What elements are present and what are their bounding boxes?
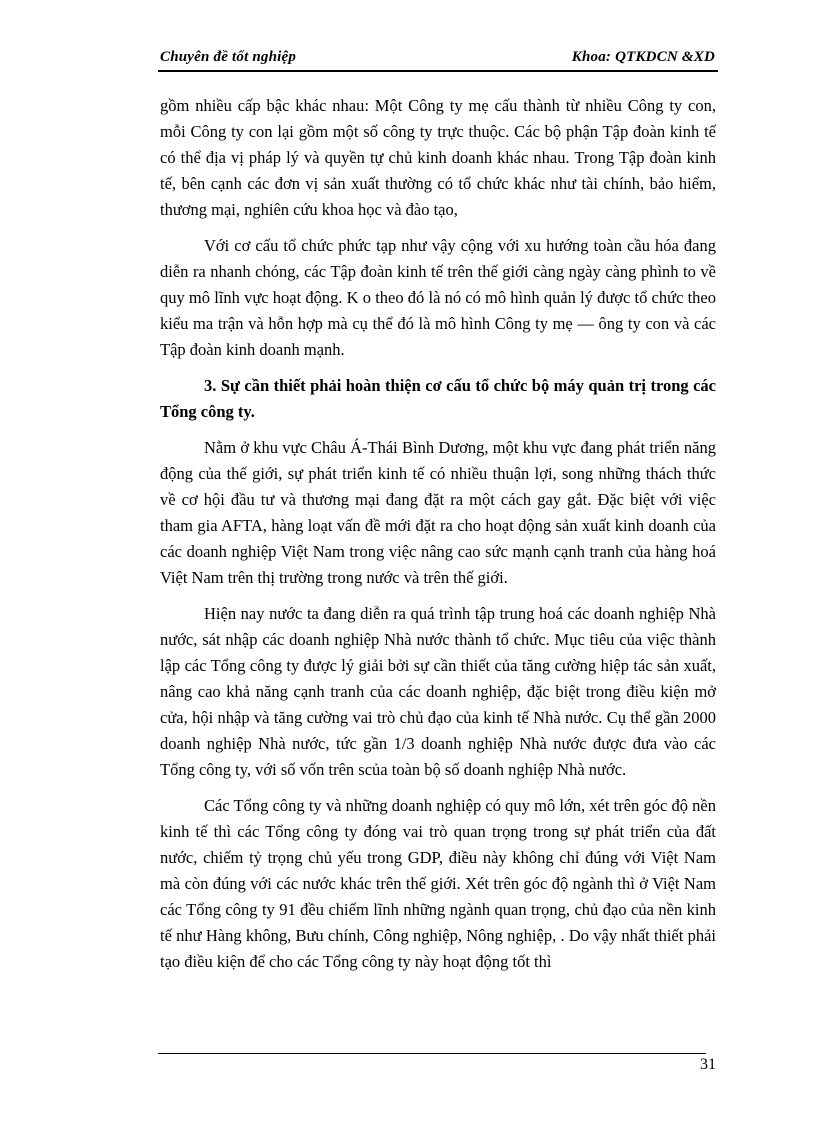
paragraph: Với cơ cấu tổ chức phức tạp như vậy cộng với xu hướng toàn cầu hóa đang diễn ra nhanh chóng, các Tập đoàn kinh tế trên thế giới càng ngày càng phình to về quy mô lĩnh vực hoạt động. K o theo đó là nó có mô hình quản lý được tổ chức theo kiểu ma trận và hỗn hợp mà cụ thể đó là mô hình Công ty mẹ — ông ty con và các Tập đoàn kinh doanh mạnh. (160, 236, 716, 359)
paragraph: Hiện nay nước ta đang diễn ra quá trình tập trung hoá các doanh nghiệp Nhà nước, sát nhập các doanh nghiệp Nhà nước thành tổ chức. Mục tiêu của việc thành lập các Tổng công ty được lý giải bởi sự cần thiết của tăng cường hiệp tác sản xuất, nâng cao khả năng cạnh tranh của các doanh nghiệp, đặc biệt trong điều kiện mở cửa, hội nhập và tăng cường vai trò chủ đạo của kinh tế Nhà nước. Cụ thể gần 2000 doanh nghiệp Nhà nước, tức gần 1/3 doanh nghiệp Nhà nước được đưa vào các Tổng công ty, với số vốn trên scủa toàn bộ số doanh nghiệp Nhà nước. (160, 604, 716, 779)
paragraph-continued: gồm nhiều cấp bậc khác nhau: Một Công ty mẹ cấu thành từ nhiều Công ty con, mỗi Công ty con lại gồm một số công ty trực thuộc. Các bộ phận Tập đoàn kinh tế có thể địa vị pháp lý và quyền tự chủ kinh doanh khác nhau. Trong Tập đoàn kinh tế, bên cạnh các đơn vị sản xuất thường có tổ chức khác như tài chính, bảo hiểm, thương mại, nghiên cứu khoa học và đào tạo, (160, 96, 716, 219)
section-heading: 3. Sự cần thiết phải hoàn thiện cơ cấu tổ chức bộ máy quản trị trong các Tổng công ty. (160, 376, 716, 421)
header-divider (158, 70, 718, 72)
page-body (160, 93, 716, 985)
paragraph: Nằm ở khu vực Châu Á-Thái Bình Dương, một khu vực đang phát triển năng động của thế giới, sự phát triển kinh tế có nhiều thuận lợi, song những thách thức về cơ hội đầu tư và thương mại đang đặt ra một cách gay gắt. Đặc biệt với việc tham gia AFTA, hàng loạt vấn đề mới đặt ra cho hoạt động sản xuất kinh doanh của các doanh nghiệp Việt Nam trong việc nâng cao sức mạnh cạnh tranh của hàng hoá Việt Nam trên thị trường trong nước và trên thế giới. (160, 438, 716, 587)
header-faculty: Khoa: QTKDCN &XD (571, 49, 715, 65)
page-header (160, 47, 715, 69)
paragraph: Các Tổng công ty và những doanh nghiệp có quy mô lớn, xét trên góc độ nền kinh tế thì các Tổng công ty đóng vai trò quan trọng trong sự phát triển của đất nước, chiếm tỷ trọng chủ yếu trong GDP, điều này không chỉ đúng với Việt Nam mà còn đúng với các nước khác trên thế giới. Xét trên góc độ ngành thì ở Việt Nam các Tổng công ty 91 đều chiếm lĩnh những ngành quan trọng, chủ đạo của nền kinh tế như Hàng không, Bưu chính, Công nghiệp, Nông nghiệp, . Do vậy nhất thiết phải tạo điều kiện để cho các Tổng công ty này hoạt động tốt thì (160, 796, 716, 971)
page-number: 31 (700, 1056, 716, 1073)
header-document-type: Chuyên đề tốt nghiệp (160, 49, 297, 65)
footer-divider (158, 1053, 706, 1054)
